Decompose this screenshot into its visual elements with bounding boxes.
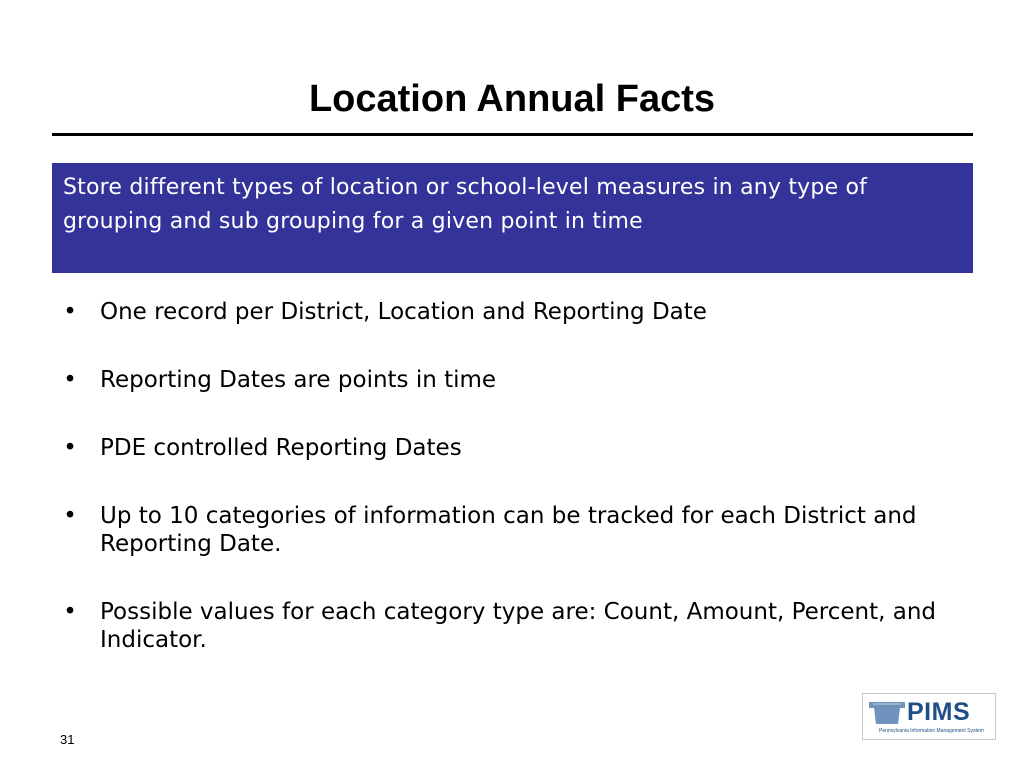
pims-logo <box>862 693 996 740</box>
bullet-marker: • <box>63 367 77 393</box>
bullet-item <box>60 502 980 558</box>
bullet-text: One record per District, Location and Reporting Date <box>100 299 707 325</box>
bullet-item <box>60 434 980 462</box>
keystone-icon <box>867 698 907 728</box>
bullet-text: PDE controlled Reporting Dates <box>100 435 462 461</box>
bullet-marker: • <box>63 435 77 461</box>
bullet-marker: • <box>63 599 77 625</box>
callout-text: Store different types of location or school-level measures in any type of grouping and sub grouping for a given point in time <box>63 175 868 234</box>
logo-wordmark: PIMS <box>907 698 971 726</box>
bullet-item <box>60 598 980 654</box>
definition-callout <box>52 163 973 273</box>
bullet-text: Reporting Dates are points in time <box>100 367 497 393</box>
slide-title: Location Annual Facts <box>308 78 716 120</box>
bullet-text: Possible values for each category type are: Count, Amount, Percent, and Indicator. <box>100 599 937 653</box>
title-divider <box>52 133 973 136</box>
logo-tagline: Pennsylvania Information Management System <box>879 728 984 734</box>
bullet-marker: • <box>63 503 77 529</box>
page-number: 31 <box>60 732 75 747</box>
bullet-text: Up to 10 categories of information can be tracked for each District and Reporting Date. <box>100 503 917 557</box>
bullet-item <box>60 366 980 394</box>
bullet-list <box>60 298 980 654</box>
bullet-marker: • <box>63 299 77 325</box>
bullet-item <box>60 298 980 326</box>
